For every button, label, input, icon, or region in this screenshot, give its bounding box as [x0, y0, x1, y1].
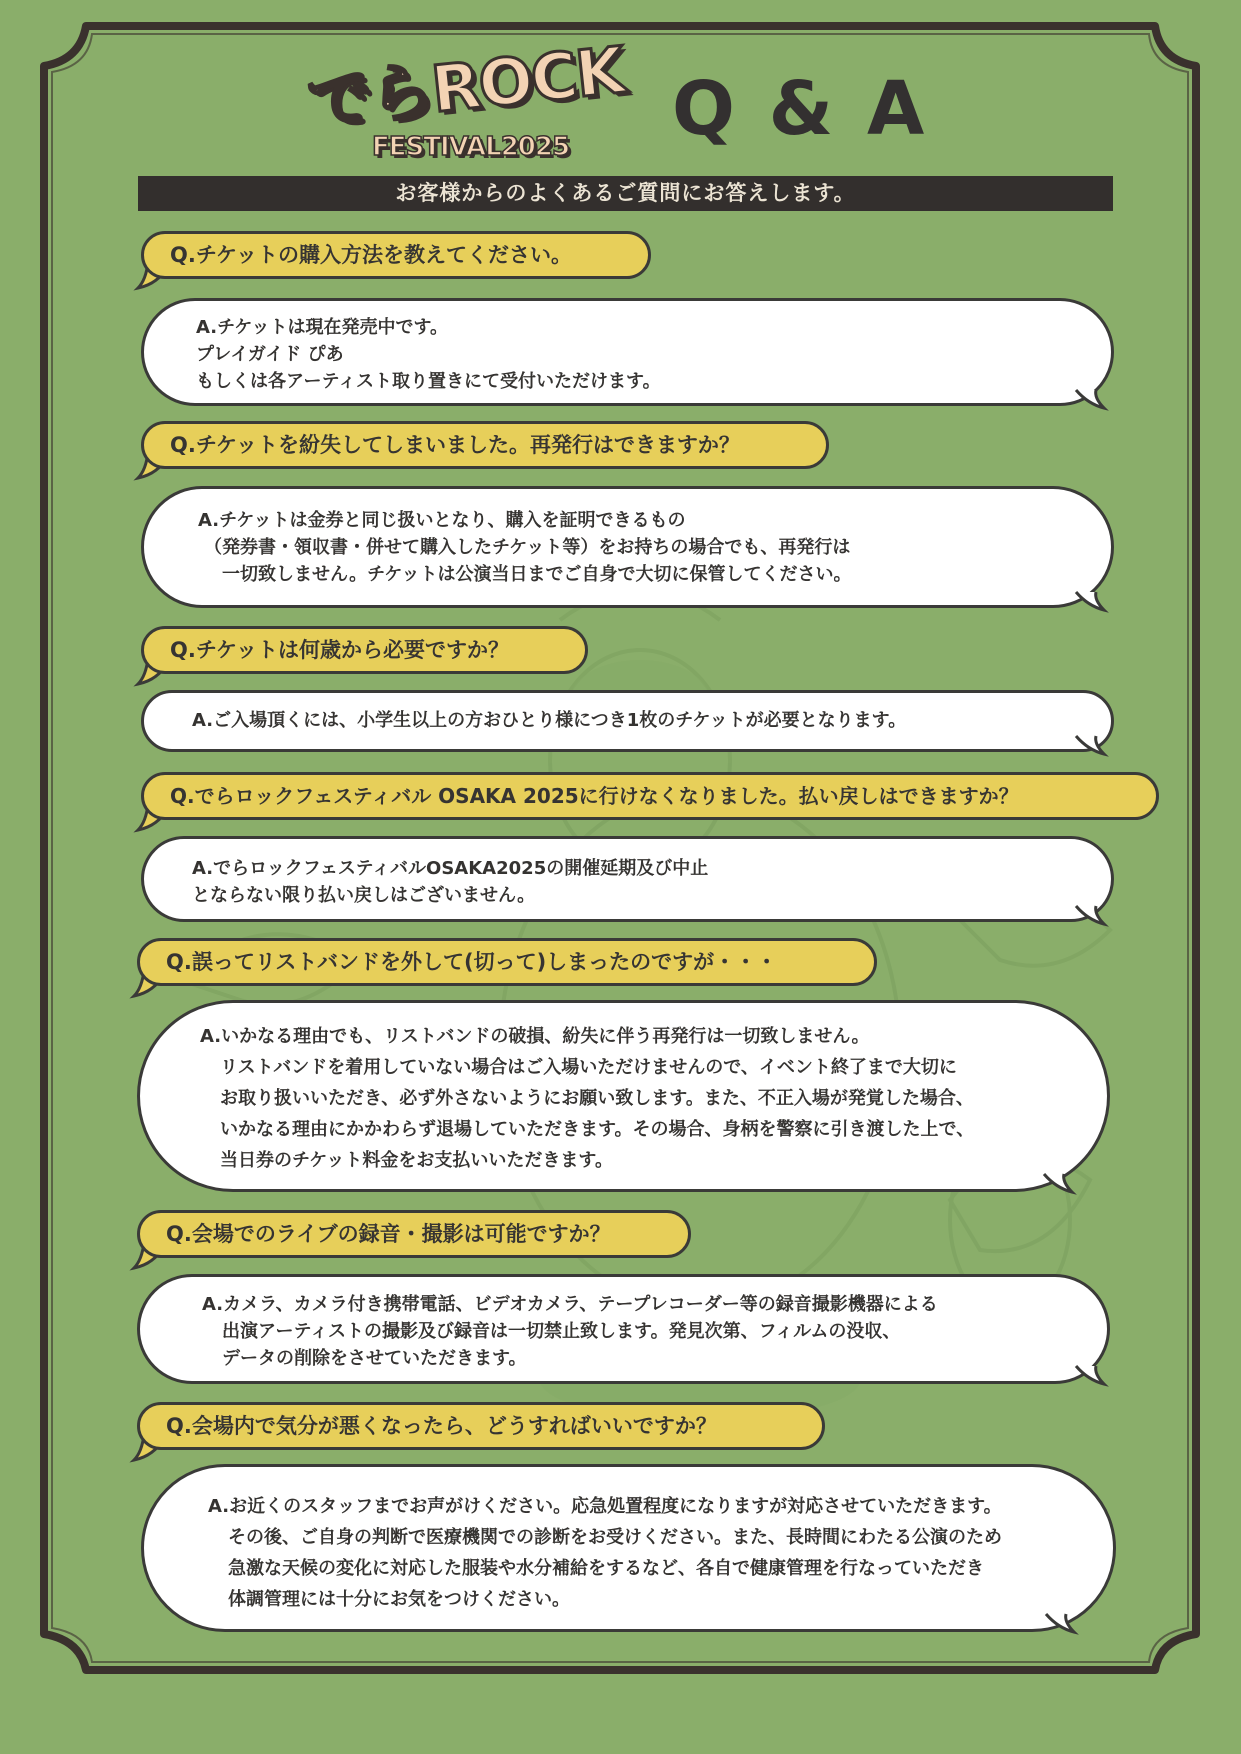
faq-answer-2 [141, 486, 1114, 608]
faq-answer-4 [141, 836, 1114, 922]
answer-line: とならない限り払い戻しはございません。 [192, 885, 536, 906]
answer-line: A.カメラ、カメラ付き携帯電話、ビデオカメラ、テープレコーダー等の録音撮影機器による [202, 1294, 938, 1315]
faq-question-1[interactable]: Q.チケットの購入方法を教えてください。 [141, 231, 651, 279]
answer-line: 一切致しません。チケットは公演当日までご自身で大切に保管してください。 [222, 564, 852, 585]
intro-banner: お客様からのよくあるご質問にお答えします。 [138, 176, 1113, 211]
answer-tail-1 [1076, 390, 1106, 412]
answer-line: A.チケットは現在発売中です。 [196, 317, 449, 338]
answer-line: データの削除をさせていただきます。 [222, 1348, 527, 1369]
answer-line: A.ご入場頂くには、小学生以上の方おひとり様につき1枚のチケットが必要となります。 [192, 710, 907, 731]
answer-tail-4 [1076, 906, 1106, 928]
answer-line: リストバンドを着用していない場合はご入場いただけませんので、イベント終了まで大切に [220, 1057, 957, 1078]
faq-answer-6 [137, 1274, 1110, 1384]
faq-question-6[interactable]: Q.会場でのライブの録音・撮影は可能ですか？ [137, 1210, 691, 1258]
faq-answer-1 [141, 298, 1114, 406]
faq-question-7[interactable]: Q.会場内で気分が悪くなったら、どうすればいいですか？ [137, 1402, 825, 1450]
faq-answer-5 [137, 1000, 1110, 1192]
answer-tail-7 [1046, 1614, 1076, 1636]
answer-line: お取り扱いいただき、必ず外さないようにお願い致します。また、不正入場が発覚した場合、 [220, 1088, 974, 1109]
answer-line: 出演アーティストの撮影及び録音は一切禁止致します。発見次第、フィルムの没収、 [222, 1321, 901, 1342]
answer-line: A.チケットは金券と同じ扱いとなり、購入を証明できるもの [198, 510, 686, 531]
answer-line: （発券書・領収書・併せて購入したチケット等）をお持ちの場合でも、再発行は [204, 537, 851, 558]
faq-answer-3 [141, 690, 1114, 752]
answer-line: プレイガイド ぴあ [196, 344, 344, 365]
answer-line: 急激な天候の変化に対応した服装や水分補給をするなど、各自で健康管理を行なっていただき [228, 1558, 984, 1579]
faq-question-2[interactable]: Q.チケットを紛失してしまいました。再発行はできますか？ [141, 421, 829, 469]
faq-question-5[interactable]: Q.誤ってリストバンドを外して(切って)しまったのですが・・・ [137, 938, 877, 986]
answer-tail-3 [1076, 736, 1106, 758]
page-title: Q & A [672, 66, 929, 152]
answer-line: その後、ご自身の判断で医療機関での診断をお受けください。また、長時間にわたる公演のため [228, 1527, 1002, 1548]
answer-tail-6 [1076, 1366, 1106, 1388]
answer-line: A.お近くのスタッフまでお声がけください。応急処置程度になりますが対応させていただきます。 [208, 1496, 1002, 1517]
answer-tail-2 [1076, 592, 1106, 614]
logo-sub-text: FESTIVAL2025 [372, 132, 570, 162]
answer-line: A.でらロックフェスティバルOSAKA2025の開催延期及び中止 [192, 858, 709, 879]
answer-tail-5 [1044, 1174, 1074, 1196]
answer-line: 当日券のチケット料金をお支払いいただきます。 [220, 1150, 613, 1171]
festival-logo [302, 34, 628, 170]
answer-line: 体調管理には十分にお気をつけください。 [228, 1589, 570, 1610]
answer-line: もしくは各アーティスト取り置きにて受付いただけます。 [196, 371, 661, 392]
answer-line: いかなる理由にかかわらず退場していただきます。その場合、身柄を警察に引き渡した上で、 [220, 1119, 975, 1140]
answer-line: A.いかなる理由でも、リストバンドの破損、紛失に伴う再発行は一切致しません。 [200, 1026, 870, 1047]
faq-question-3[interactable]: Q.チケットは何歳から必要ですか？ [141, 626, 588, 674]
faq-answer-7 [141, 1464, 1116, 1632]
faq-question-4[interactable]: Q.でらロックフェスティバル OSAKA 2025に行けなくなりました。払い戻しはできますか？ [141, 772, 1159, 820]
logo-main-text: でらROCK [304, 34, 628, 141]
